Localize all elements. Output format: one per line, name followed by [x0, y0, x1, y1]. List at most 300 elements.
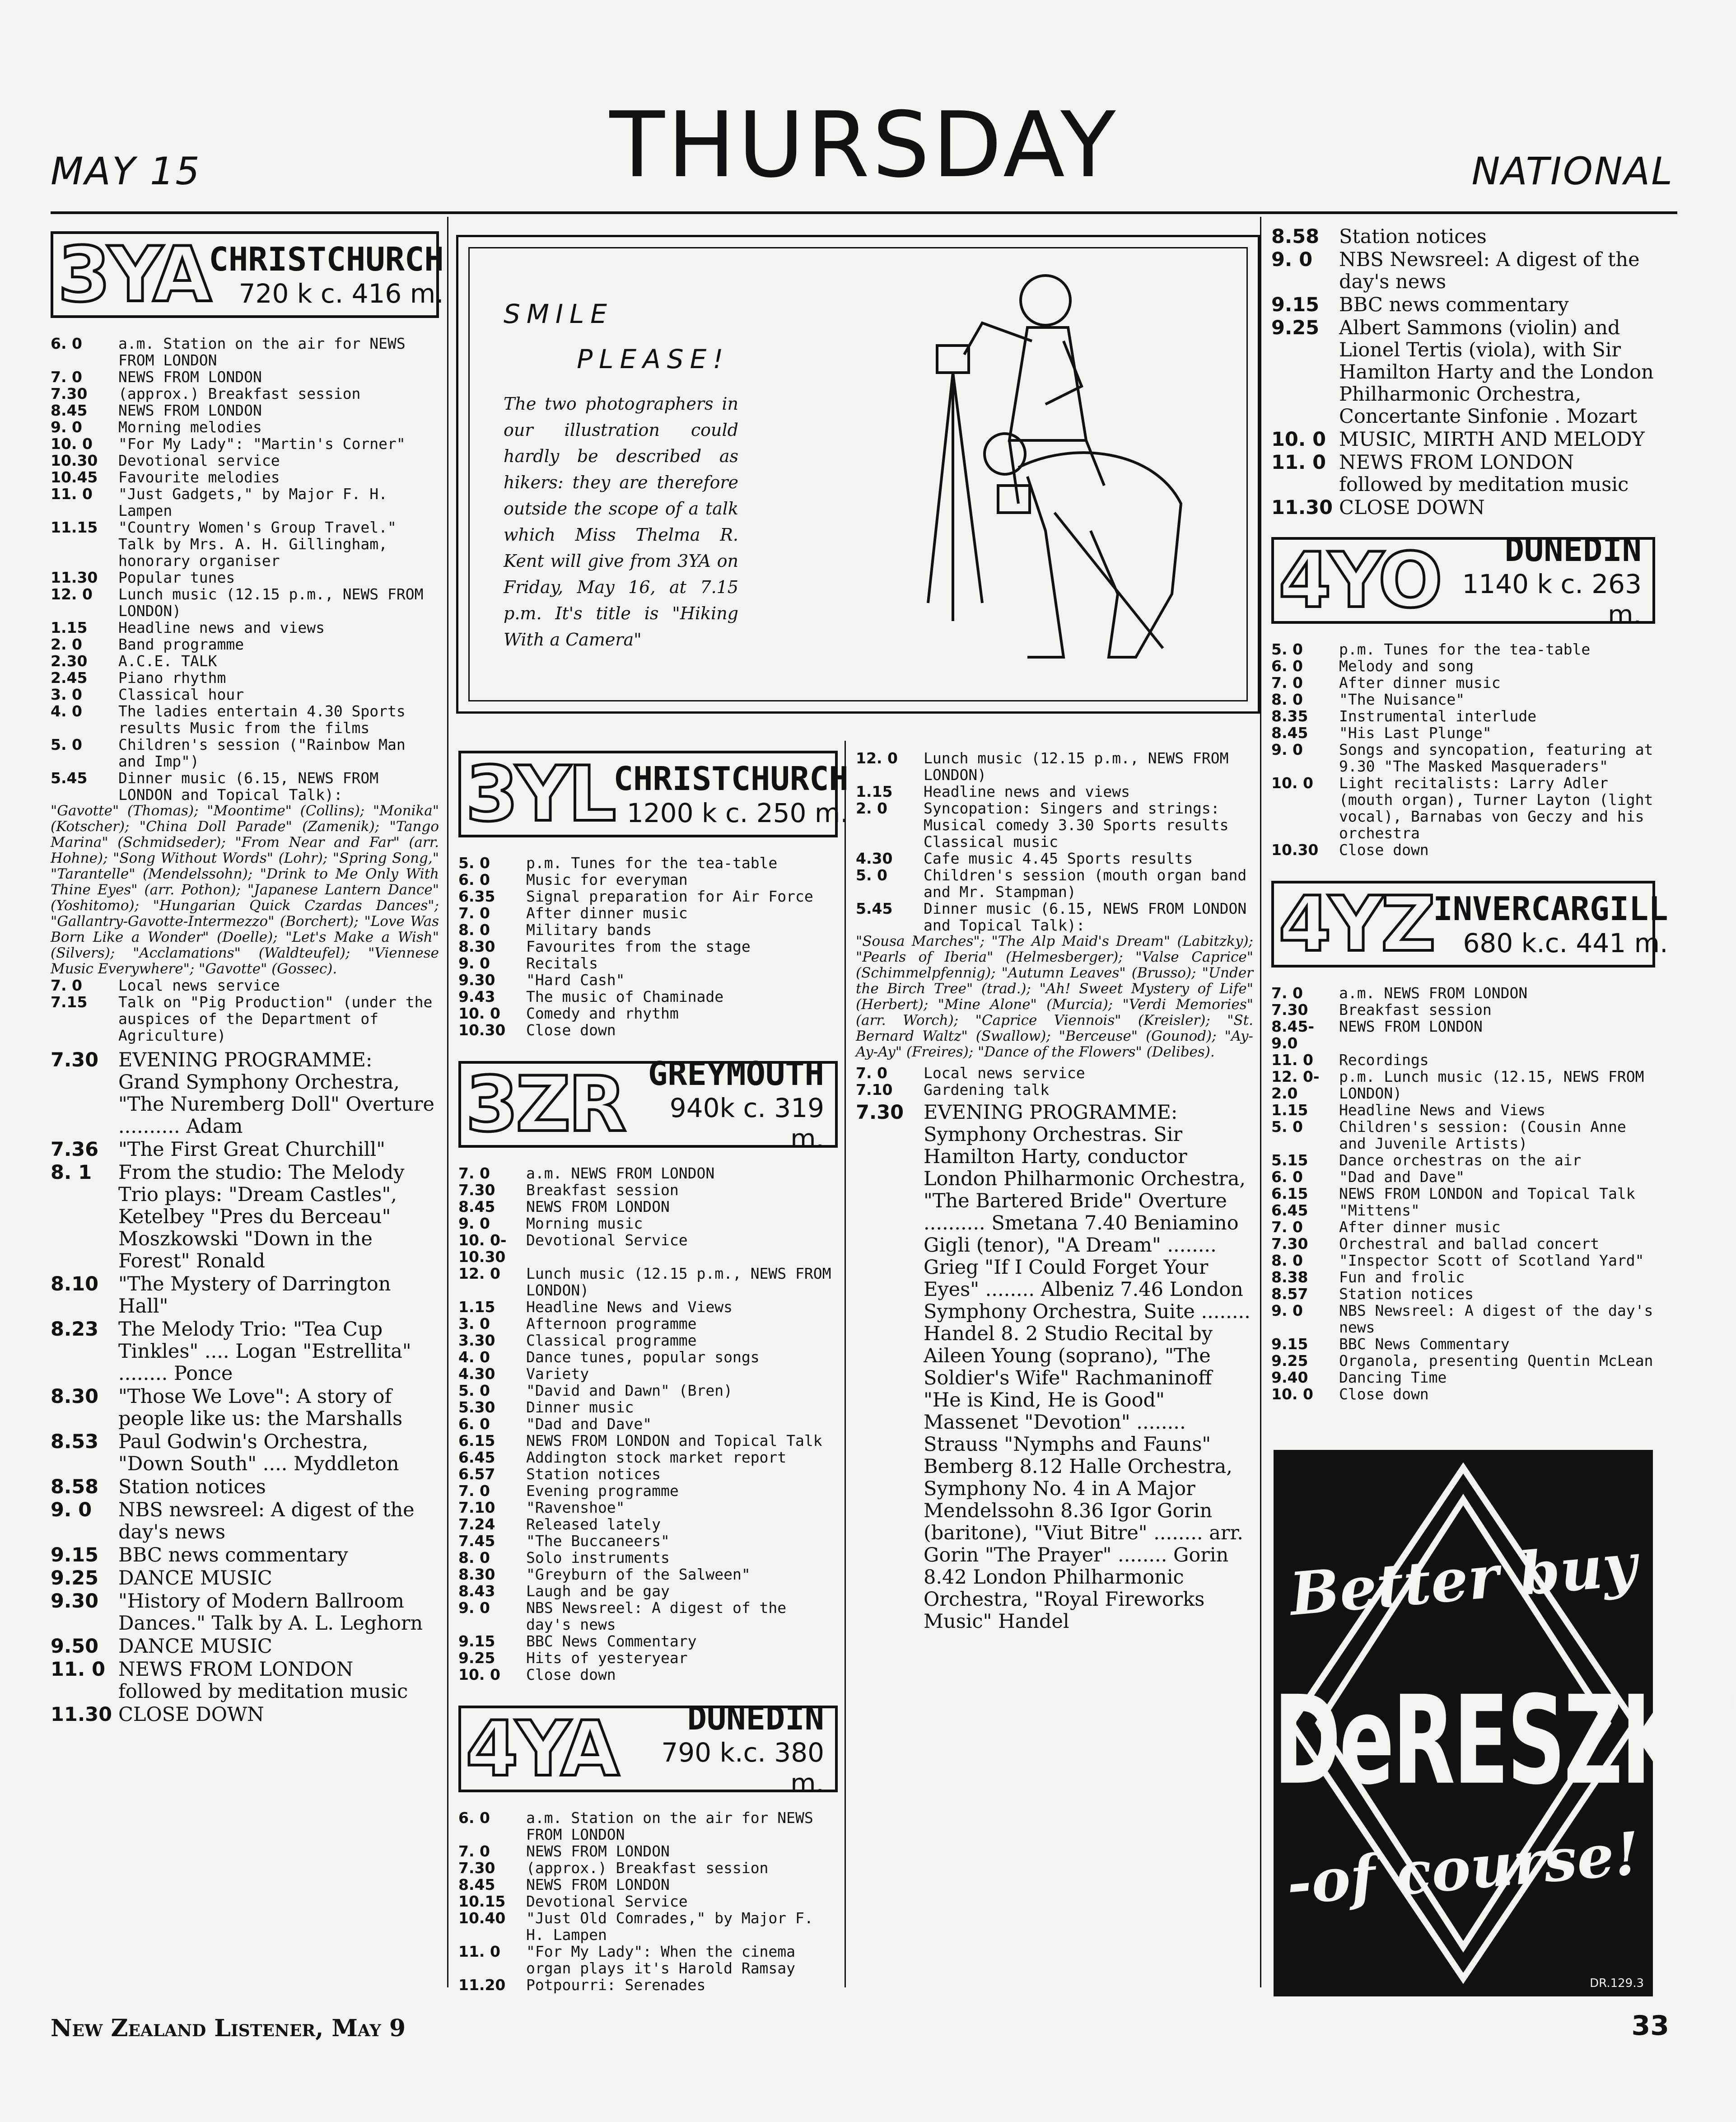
programme-item	[458, 1349, 838, 1365]
station-banner-3zr	[458, 1055, 838, 1154]
programme-time: 10.45	[51, 468, 98, 486]
programme-time: 6. 0	[458, 871, 490, 888]
programme-title: "Just Gadgets," by Major F. H. Lampen	[118, 485, 388, 519]
programme-item	[458, 1215, 838, 1232]
programme-time: 10. 0	[51, 435, 93, 453]
programme-time: 5.45	[856, 900, 893, 917]
programme-item	[51, 977, 439, 994]
programme-item	[1271, 775, 1655, 841]
programme-title: EVENING PROGRAMME: Grand Symphony Orchestra, "The Nuremberg Doll" Overture .......... Adam	[118, 1049, 434, 1138]
programme-item	[51, 770, 439, 803]
programme-title: Instrumental interlude	[1339, 707, 1537, 725]
programme-list	[856, 750, 1253, 934]
programme-time: 9.43	[458, 988, 495, 1005]
programme-title: p.m. Tunes for the tea-table	[1339, 640, 1591, 658]
programme-item	[51, 1162, 439, 1272]
programme-item	[1271, 1202, 1655, 1219]
programme-list	[51, 335, 439, 803]
programme-item	[458, 1365, 838, 1382]
programme-title: NEWS FROM LONDON and Topical Talk	[1339, 1185, 1635, 1202]
promo-text: The two photographers in our illustration could hardly be described as hikers: they are therefore outside the scope of a talk which Miss Thelma R. Kent will give from 3YA on Friday, May 16, at 7.15 p.m. It's title is "Hiking With a Camera"	[504, 394, 738, 650]
station-call-sign: 4YO	[1279, 536, 1440, 625]
programme-time: 7.30	[1271, 1235, 1308, 1253]
programme-title: A.C.E. TALK	[118, 652, 217, 670]
station-banner-4yz	[1271, 880, 1668, 968]
programme-time: 7.45	[458, 1532, 495, 1550]
programme-item	[458, 1482, 838, 1499]
programme-item	[458, 1416, 838, 1432]
programme-item	[51, 669, 439, 686]
column-3ya	[51, 226, 444, 1727]
programme-time: 8.57	[1271, 1285, 1308, 1303]
column-divider	[845, 741, 846, 1987]
programme-item	[51, 1273, 439, 1318]
promo-title	[504, 291, 730, 382]
programme-title: BBC News Commentary	[1339, 1335, 1510, 1353]
station-call-sign: 4YZ	[1279, 880, 1433, 968]
programme-time: 6. 0	[458, 1809, 490, 1827]
programme-title: Laugh and be gay	[526, 1582, 670, 1600]
programme-title: "Just Old Comrades," by Major F. H. Lampen	[526, 1909, 813, 1944]
programme-time: 7. 0	[458, 904, 490, 922]
illustration-two-photographers	[793, 251, 1226, 684]
programme-item	[1271, 1102, 1655, 1118]
programme-time: 10. 0	[458, 1005, 500, 1022]
programme-item	[458, 1198, 838, 1215]
programme-title: Military bands	[526, 921, 652, 939]
station-call-sign: 3YL	[466, 750, 614, 838]
programme-time: 11.15	[51, 519, 98, 536]
programme-time: 6. 0	[51, 335, 82, 352]
programme-time: 6.57	[458, 1465, 495, 1483]
programme-time: 9.30	[51, 1590, 99, 1613]
header-network: NATIONAL	[1471, 149, 1674, 193]
programme-title: MUSIC, MIRTH AND MELODY	[1339, 428, 1645, 451]
programme-time: 5.15	[1271, 1151, 1308, 1169]
programme-item	[458, 1910, 838, 1943]
programme-time: 1.15	[1271, 1101, 1308, 1119]
programme-time: 11. 0	[1271, 1051, 1313, 1069]
programme-title: Station notices	[118, 1476, 266, 1498]
programme-time: 6.15	[1271, 1185, 1308, 1202]
programme-title: Piano rhythm	[118, 669, 226, 687]
programme-title: "His Last Plunge"	[1339, 724, 1492, 742]
programme-title: "Inspector Scott of Scotland Yard"	[1339, 1252, 1644, 1269]
programme-time: 10. 0	[1271, 1385, 1313, 1403]
programme-time: 7. 0	[51, 977, 82, 994]
programme-title: NEWS FROM LONDON	[118, 402, 262, 419]
programme-item	[51, 653, 439, 669]
programme-title: Light recitalists: Larry Adler (mouth organ), Turner Layton (light vocal), Barnabas von Geczy and his orchestra	[1339, 774, 1653, 842]
programme-item	[1271, 741, 1655, 775]
promo-title-line2: PLEASE!	[577, 344, 730, 374]
programme-time: 12. 0	[856, 749, 898, 767]
programme-time: 4. 0	[51, 702, 82, 720]
programme-item	[51, 1590, 439, 1635]
programme-title: NBS newsreel: A digest of the day's news	[118, 1499, 415, 1543]
programme-time: 9. 0	[458, 1215, 490, 1232]
programme-item	[458, 871, 838, 888]
programme-item	[1271, 1052, 1655, 1068]
programme-item	[1271, 1369, 1655, 1386]
programme-item	[1271, 429, 1655, 451]
programme-title: NEWS FROM LONDON and Topical Talk	[526, 1432, 822, 1449]
programme-title: Lunch music (12.15 p.m., NEWS FROM LONDON)	[118, 585, 424, 620]
programme-item	[1271, 1235, 1655, 1252]
programme-time: 7. 0	[1271, 1218, 1303, 1236]
programme-item	[1271, 317, 1655, 428]
programme-item	[458, 1499, 838, 1516]
programme-item	[51, 1704, 439, 1726]
programme-title: "The First Great Churchill"	[118, 1138, 386, 1161]
programme-item	[458, 1265, 838, 1299]
programme-item	[1271, 1169, 1655, 1185]
programme-title: Favourite melodies	[118, 468, 280, 486]
programme-item	[1271, 658, 1655, 674]
dinner-music-note: "Sousa Marches"; "The Alp Maid's Dream" (Labitzky); "Pearls of Iberia" (Helmesberger); "Valse Caprice" (Schimmelpfennig); "Autumn Leaves" (Brusso); "Under the Birch Tree" (trad.); "Ah! Sweet Mystery of Life" (Herbert); "Mine Alone" (Murcia); "Verdi Memories" (arr. Worch); "Caprice Viennois" (Kreisler); "St. Bernard Waltz" (Swallow); "Berceuse" (Gounod); "Ay-Ay-Ay" (Freires); "Dance of the Flowers" (Delibes).	[856, 933, 1253, 1060]
programme-time: 10.15	[458, 1893, 506, 1910]
station-frequency: 1140 k c. 263 m.	[1462, 569, 1642, 630]
programme-title: Fun and frolic	[1339, 1268, 1465, 1286]
programme-time: 7. 0	[856, 1064, 887, 1082]
programme-title: Music for everyman	[526, 871, 688, 888]
programme-title: Close down	[1339, 841, 1429, 859]
programme-title: "Greyburn of the Salween"	[526, 1566, 751, 1583]
programme-item	[458, 1666, 838, 1683]
programme-time: 9.25	[51, 1567, 99, 1589]
programme-time: 7.10	[458, 1499, 495, 1516]
programme-item	[458, 1182, 838, 1198]
programme-time: 9. 0	[51, 1499, 92, 1521]
programme-time: 11. 0	[458, 1943, 500, 1960]
programme-title: Children's session ("Rainbow Man and Imp")	[118, 736, 406, 770]
programme-title: Headline news and views	[924, 783, 1130, 800]
programme-title: "David and Dawn" (Bren)	[526, 1382, 733, 1399]
programme-title: NEWS FROM LONDON	[526, 1198, 670, 1215]
programme-item	[1271, 641, 1655, 658]
programme-title: After dinner music	[526, 904, 688, 922]
station-banner-3ya	[51, 230, 444, 319]
programme-item	[51, 686, 439, 703]
programme-item	[458, 1893, 838, 1910]
programme-item	[51, 586, 439, 619]
programme-title: (approx.) Breakfast session	[118, 385, 361, 402]
programme-title: Close down	[526, 1021, 616, 1039]
programme-time: 6. 0	[1271, 657, 1303, 675]
programme-title: Melody and song	[1339, 657, 1474, 675]
programme-time: 7.24	[458, 1515, 495, 1533]
programme-list	[458, 855, 838, 1038]
programme-title: Station notices	[1339, 225, 1487, 248]
programme-title: Headline News and Views	[1339, 1101, 1545, 1119]
page-number: 33	[1631, 2010, 1669, 2042]
programme-time: 10. 0	[1271, 774, 1313, 792]
programme-time: 2.30	[51, 652, 88, 670]
station-banner-4ya	[458, 1699, 838, 1799]
programme-title: Released lately	[526, 1515, 661, 1533]
programme-item	[51, 369, 439, 385]
programme-title: The ladies entertain 4.30 Sports results Music from the films	[118, 702, 406, 737]
station-city: DUNEDIN	[1504, 531, 1642, 569]
programme-title: DANCE MUSIC	[118, 1635, 272, 1658]
programme-item	[1271, 1219, 1655, 1235]
programme-time: 6. 0	[458, 1415, 490, 1433]
programme-item	[458, 972, 838, 988]
station-banner-3yl	[458, 750, 849, 838]
programme-title: Dance orchestras on the air	[1339, 1151, 1582, 1169]
programme-time: 10.30	[1271, 841, 1319, 859]
programme-item	[51, 636, 439, 653]
programme-time: 8. 1	[51, 1161, 92, 1184]
programme-item	[1271, 1336, 1655, 1352]
programme-title: NBS Newsreel: A digest of the day's news	[1339, 248, 1640, 293]
footer-publication: New Zealand Listener, May 9	[51, 2014, 406, 2042]
page-title: THURSDAY	[609, 93, 1119, 198]
programme-title: "For My Lady": "Martin's Corner"	[118, 435, 406, 453]
programme-title: Dancing Time	[1339, 1369, 1447, 1386]
programme-time: 9.15	[1271, 1335, 1308, 1353]
programme-title: The music of Chaminade	[526, 988, 724, 1005]
programme-item	[1271, 1352, 1655, 1369]
programme-title: CLOSE DOWN	[1339, 496, 1485, 519]
programme-title: Headline News and Views	[526, 1298, 733, 1316]
programme-title: Cafe music 4.45 Sports results	[924, 850, 1193, 867]
programme-time: 8.35	[1271, 707, 1308, 725]
programme-time: 7.30	[856, 1101, 904, 1124]
programme-time: 10. 0-10.30	[458, 1231, 507, 1266]
programme-time: 10.40	[458, 1909, 506, 1927]
programme-title: Devotional service	[118, 452, 280, 469]
programme-title: Recordings	[1339, 1051, 1429, 1069]
programme-item	[458, 1232, 838, 1265]
advert-brand: DeRESZKE	[1274, 1670, 1736, 1812]
programme-time: 9.25	[458, 1649, 495, 1667]
programme-title: Dance tunes, popular songs	[526, 1348, 760, 1366]
programme-time: 9.15	[51, 1544, 99, 1566]
programme-item	[51, 1318, 439, 1385]
programme-item	[1271, 674, 1655, 691]
programme-time: 9.50	[51, 1635, 99, 1658]
programme-item	[51, 335, 439, 369]
programme-title: Songs and syncopation, featuring at 9.30 "The Masked Masqueraders"	[1339, 741, 1653, 775]
programme-time: 7.15	[51, 993, 88, 1011]
programme-item	[51, 1636, 439, 1658]
programme-item	[1271, 1302, 1655, 1336]
column-divider	[447, 217, 448, 1987]
programme-item	[458, 1599, 838, 1633]
programme-title: NBS Newsreel: A digest of the day's news	[1339, 1302, 1653, 1336]
programme-time: 9.15	[458, 1632, 495, 1650]
programme-title: NEWS FROM LONDON	[1339, 1018, 1483, 1035]
programme-title: NEWS FROM LONDON	[526, 1876, 670, 1893]
programme-title: NBS Newsreel: A digest of the day's news	[526, 1599, 787, 1633]
programme-item	[51, 1476, 439, 1498]
programme-time: 11. 0	[51, 485, 93, 503]
programme-title: BBC News Commentary	[526, 1632, 697, 1650]
programme-time: 2. 0	[51, 636, 82, 653]
programme-title: NEWS FROM LONDON followed by meditation music	[1339, 451, 1629, 496]
programme-time: 8. 0	[1271, 1252, 1303, 1269]
programme-title: NEWS FROM LONDON	[526, 1842, 670, 1860]
programme-item	[1271, 1269, 1655, 1285]
programme-time: 8. 0	[1271, 691, 1303, 708]
programme-item	[458, 1022, 838, 1038]
programme-item	[1271, 294, 1655, 316]
programme-item	[1271, 226, 1655, 248]
programme-time: 8.43	[458, 1582, 495, 1600]
programme-title: "Hard Cash"	[526, 971, 625, 989]
programme-time: 7.36	[51, 1138, 99, 1161]
programme-item	[458, 1315, 838, 1332]
programme-item	[856, 900, 1253, 934]
programme-item	[1271, 1001, 1655, 1018]
programme-title: Children's session (mouth organ band and Mr. Stampman)	[924, 866, 1247, 901]
programme-time: 10. 0	[1271, 428, 1326, 451]
programme-item	[1271, 452, 1655, 496]
programme-title: Morning music	[526, 1215, 643, 1232]
programme-item	[856, 850, 1253, 867]
programme-title: "For My Lady": When the cinema organ plays it's Harold Ramsay	[526, 1943, 796, 1977]
programme-time: 9. 0	[1271, 248, 1313, 271]
programme-title: Classical programme	[526, 1332, 697, 1349]
programme-time: 1.15	[856, 783, 893, 800]
programme-time: 9. 0	[1271, 1302, 1303, 1319]
programme-item	[458, 1843, 838, 1860]
programme-item	[51, 619, 439, 636]
programme-title: After dinner music	[1339, 1218, 1501, 1236]
programme-title: Popular tunes	[118, 569, 235, 586]
programme-item	[1271, 691, 1655, 708]
programme-time: 7. 0	[1271, 674, 1303, 692]
programme-item	[458, 1876, 838, 1893]
programme-list	[856, 1065, 1253, 1098]
programme-title: DANCE MUSIC	[118, 1567, 272, 1589]
station-frequency: 790 k.c. 380 m.	[661, 1737, 824, 1799]
programme-item	[458, 1977, 838, 1993]
programme-time: 11.30	[51, 1703, 112, 1726]
programme-time: 7.30	[51, 385, 88, 402]
programme-title: Potpourri: Serenades	[526, 1976, 706, 1994]
programme-time: 7. 0	[458, 1842, 490, 1860]
programme-time: 9.30	[458, 971, 495, 989]
programme-item	[1271, 841, 1655, 858]
station-city: DUNEDIN	[687, 1699, 824, 1737]
programme-title: Headline news and views	[118, 619, 325, 636]
advert-line-3: -of course!	[1283, 1818, 1643, 1918]
station-call-sign: 4YA	[466, 1705, 617, 1793]
programme-title: p.m. Lunch music (12.15, NEWS FROM LONDON)	[1339, 1068, 1644, 1102]
station-frequency: 1200 k c. 250 m.	[626, 798, 849, 828]
programme-time: 8.30	[51, 1385, 99, 1408]
programme-time: 9.25	[1271, 1352, 1308, 1369]
programme-item	[51, 736, 439, 770]
programme-time: 8.45	[51, 402, 88, 419]
programme-item	[1271, 708, 1655, 724]
programme-time: 5. 0	[1271, 1118, 1303, 1136]
programme-item	[1271, 1018, 1655, 1052]
programme-title: Children's session: (Cousin Anne and Juvenile Artists)	[1339, 1118, 1626, 1152]
programme-time: 7.30	[1271, 1001, 1308, 1019]
promo-title-line1: SMILE	[504, 299, 613, 329]
programme-time: 8.45	[1271, 724, 1308, 742]
programme-time: 10. 0	[458, 1666, 500, 1683]
programme-title: CLOSE DOWN	[118, 1703, 264, 1726]
programme-time: 9.40	[1271, 1369, 1308, 1386]
programme-title: Morning melodies	[118, 418, 262, 436]
programme-item	[51, 1499, 439, 1543]
programme-time: 10.30	[51, 452, 98, 469]
promo-box	[456, 235, 1260, 714]
programme-item	[458, 1382, 838, 1399]
programme-title: Local news service	[924, 1064, 1085, 1082]
programme-item	[51, 1049, 439, 1138]
programme-time: 8.23	[51, 1318, 99, 1341]
programme-item	[458, 1432, 838, 1449]
programme-time: 1.15	[458, 1298, 495, 1316]
programme-item	[51, 1544, 439, 1566]
programme-item	[1271, 1118, 1655, 1152]
programme-item	[51, 703, 439, 736]
evening-programme-list	[856, 1102, 1253, 1633]
programme-item	[856, 1065, 1253, 1081]
programme-item	[458, 1516, 838, 1533]
programme-time: 1.15	[51, 619, 88, 636]
programme-title: Gardening talk	[924, 1081, 1050, 1098]
programme-item	[458, 905, 838, 921]
programme-item	[458, 1332, 838, 1349]
programme-time: 4. 0	[458, 1348, 490, 1366]
programme-time: 9.25	[1271, 317, 1320, 339]
programme-title: "Ravenshoe"	[526, 1499, 625, 1516]
programme-item	[458, 1943, 838, 1977]
programme-item	[51, 435, 439, 452]
programme-time: 8.38	[1271, 1268, 1308, 1286]
programme-title: Devotional Service	[526, 1893, 688, 1910]
programme-item	[458, 1583, 838, 1599]
programme-time: 5. 0	[458, 1382, 490, 1399]
programme-item	[856, 800, 1253, 850]
station-call-sign: 3ZR	[466, 1060, 624, 1149]
programme-time: 12. 0-2.0	[1271, 1068, 1320, 1102]
programme-title: Addington stock market report	[526, 1449, 787, 1466]
station-frequency: 680 k.c. 441 m.	[1463, 928, 1668, 958]
column-3	[856, 750, 1253, 1634]
programme-item	[458, 888, 838, 905]
programme-title: Orchestral and ballad concert	[1339, 1235, 1600, 1253]
column-4	[1271, 225, 1668, 1403]
programme-time: 10.30	[458, 1021, 506, 1039]
programme-time: 5.30	[458, 1398, 495, 1416]
programme-list	[1271, 641, 1655, 858]
programme-title: From the studio: The Melody Trio plays: "Dream Castles", Ketelbey "Pres du Berceau" Moszkowski "Down in the Forest" Ronald	[118, 1161, 405, 1272]
programme-time: 8.58	[51, 1476, 99, 1498]
programme-item	[1271, 1185, 1655, 1202]
programme-time: 7.30	[458, 1859, 495, 1877]
programme-item	[1271, 1285, 1655, 1302]
programme-item	[51, 1567, 439, 1589]
programme-list	[51, 977, 439, 1044]
programme-time: 8.53	[51, 1430, 99, 1453]
programme-time: 11.30	[51, 569, 98, 586]
programme-time: 8.45	[458, 1198, 495, 1215]
programme-time: 5. 0	[51, 736, 82, 753]
programme-item	[856, 1081, 1253, 1098]
programme-item	[51, 569, 439, 586]
programme-title: Organola, presenting Quentin McLean	[1339, 1352, 1653, 1369]
programme-title: Breakfast session	[526, 1181, 679, 1199]
programme-item	[51, 1431, 439, 1475]
programme-list	[458, 1809, 838, 1993]
